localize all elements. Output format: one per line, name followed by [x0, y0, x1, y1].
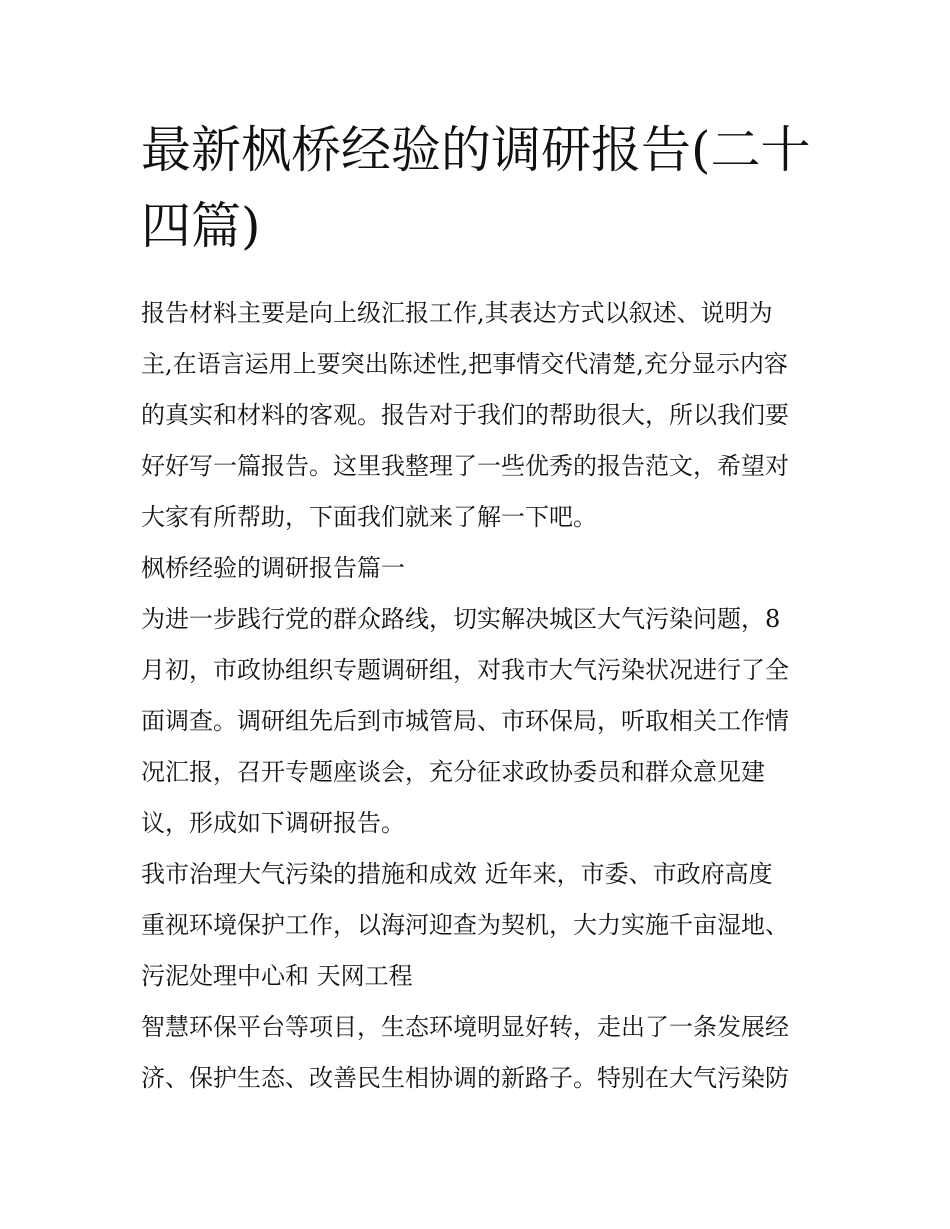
body-paragraph-3 — [141, 1002, 813, 1104]
text-line: 智慧环保平台等项目，生态环境明显好转，走出了一条发展经 — [141, 1013, 789, 1041]
intro-paragraph — [141, 288, 813, 543]
body-paragraph-1 — [141, 594, 813, 849]
title-line: 四篇) — [141, 197, 261, 255]
document-title — [141, 112, 813, 264]
text-line: 报告材料主要是向上级汇报工作,其表达方式以叙述、说明为 — [141, 299, 773, 327]
text-line: 好好写一篇报告。这里我整理了一些优秀的报告范文，希望对 — [141, 452, 789, 480]
text-line: 的真实和材料的客观。报告对于我们的帮助很大，所以我们要 — [141, 401, 789, 429]
text-line: 议，形成如下调研报告。 — [141, 809, 405, 837]
title-line: 最新枫桥经验的调研报告(二十 — [141, 121, 811, 179]
section-heading: 枫桥经验的调研报告篇一 — [141, 554, 405, 582]
text-line: 况汇报，召开专题座谈会，充分征求政协委员和群众意见建 — [141, 758, 765, 786]
text-line: 污泥处理中心和 天网工程 — [141, 962, 413, 990]
text-line: 面调查。调研组先后到市城管局、市环保局，听取相关工作情 — [141, 707, 789, 735]
body-paragraph-2 — [141, 849, 813, 1002]
text-line: 大家有所帮助，下面我们就来了解一下吧。 — [141, 503, 597, 531]
text-line: 济、保护生态、改善民生相协调的新路子。特别在大气污染防 — [141, 1064, 789, 1092]
document-body — [141, 112, 813, 1104]
text-line: 我市治理大气污染的措施和成效 近年来，市委、市政府高度 — [141, 860, 773, 888]
text-line: 主,在语言运用上要突出陈述性,把事情交代清楚,充分显示内容 — [141, 350, 788, 378]
text-line: 为进一步践行党的群众路线，切实解决城区大气污染问题，8 — [141, 605, 781, 633]
text-line: 重视环境保护工作，以海河迎查为契机，大力实施千亩湿地、 — [141, 911, 789, 939]
text-line: 月初，市政协组织专题调研组，对我市大气污染状况进行了全 — [141, 656, 789, 684]
